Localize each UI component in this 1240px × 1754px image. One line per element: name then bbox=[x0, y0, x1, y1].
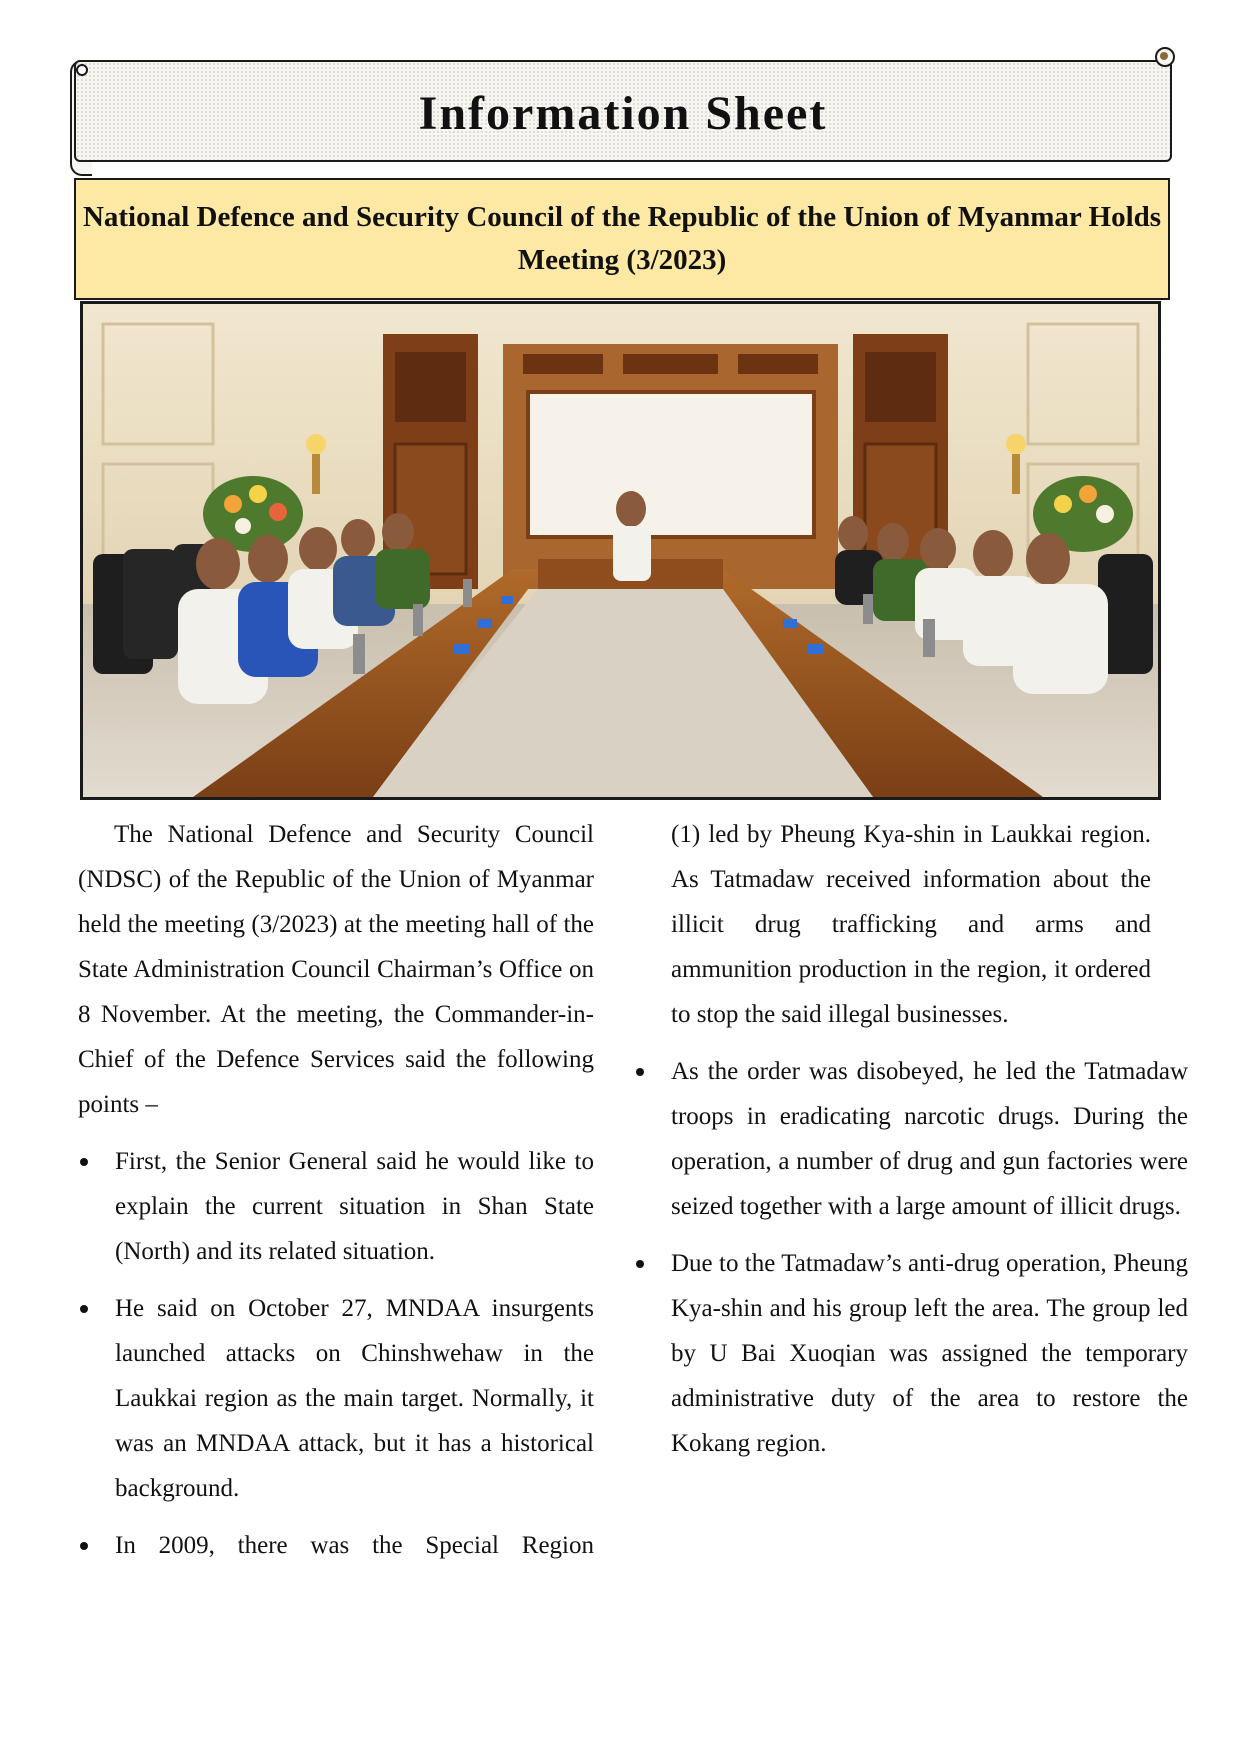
headline-box bbox=[74, 178, 1170, 300]
headline: National Defence and Security Council of the Republic of the Union of Myanmar Holds Meeting (3/2023) bbox=[82, 201, 1162, 276]
meeting-photo bbox=[80, 301, 1161, 800]
scroll-curl-right-knob bbox=[1160, 52, 1168, 60]
bullet-dot-icon bbox=[80, 1305, 88, 1313]
bullet-item bbox=[634, 1241, 1188, 1466]
left-column bbox=[78, 812, 594, 1580]
bullet-text: As the order was disobeyed, he led the Tatmadaw troops in eradicating narcotic drugs. During the operation, a number of drug and gun factories were seized together with a large amount of illicit drugs. bbox=[671, 1058, 1188, 1220]
continuation-paragraph: (1) led by Pheung Kya-shin in Laukkai region. As Tatmadaw received information about the illicit drug trafficking and arms and ammunition production in the region, it ordered to stop the said illegal businesses. bbox=[671, 821, 1151, 1028]
bullet-dot-icon bbox=[636, 1260, 644, 1268]
bullet-item bbox=[78, 1139, 594, 1274]
page-title: Information Sheet bbox=[418, 87, 828, 140]
bullet-dot-icon bbox=[80, 1542, 88, 1550]
bullet-dot-icon bbox=[636, 1068, 644, 1076]
bullet-text: First, the Senior General said he would like to explain the current situation in Shan State (North) and its related situation. bbox=[115, 1148, 594, 1265]
scroll-curl-left-knob bbox=[76, 64, 88, 76]
bullet-text: Due to the Tatmadaw’s anti-drug operation, Pheung Kya-shin and his group left the area. The group led by U Bai Xuoqian was assigned the temporary administrative duty of the area to restore the Kokang region. bbox=[671, 1250, 1188, 1457]
right-column bbox=[671, 812, 1188, 1478]
bullet-dot-icon bbox=[80, 1158, 88, 1166]
bullet-text: In 2009, there was the Special Region bbox=[115, 1532, 594, 1559]
intro-paragraph: The National Defence and Security Council (NDSC) of the Republic of the Union of Myanmar held the meeting (3/2023) at the meeting hall of the State Administration Council Chairman’s Office on 8 November. At the meeting, the Commander-in-Chief of the Defence Services said the following points – bbox=[78, 821, 594, 1118]
bullet-item bbox=[634, 1049, 1188, 1229]
bullet-item bbox=[78, 1523, 594, 1568]
bullet-item bbox=[78, 1286, 594, 1511]
bullet-text: He said on October 27, MNDAA insurgents launched attacks on Chinshwehaw in the Laukkai region as the main target. Normally, it was an MNDAA attack, but it has a historical background. bbox=[115, 1295, 594, 1502]
